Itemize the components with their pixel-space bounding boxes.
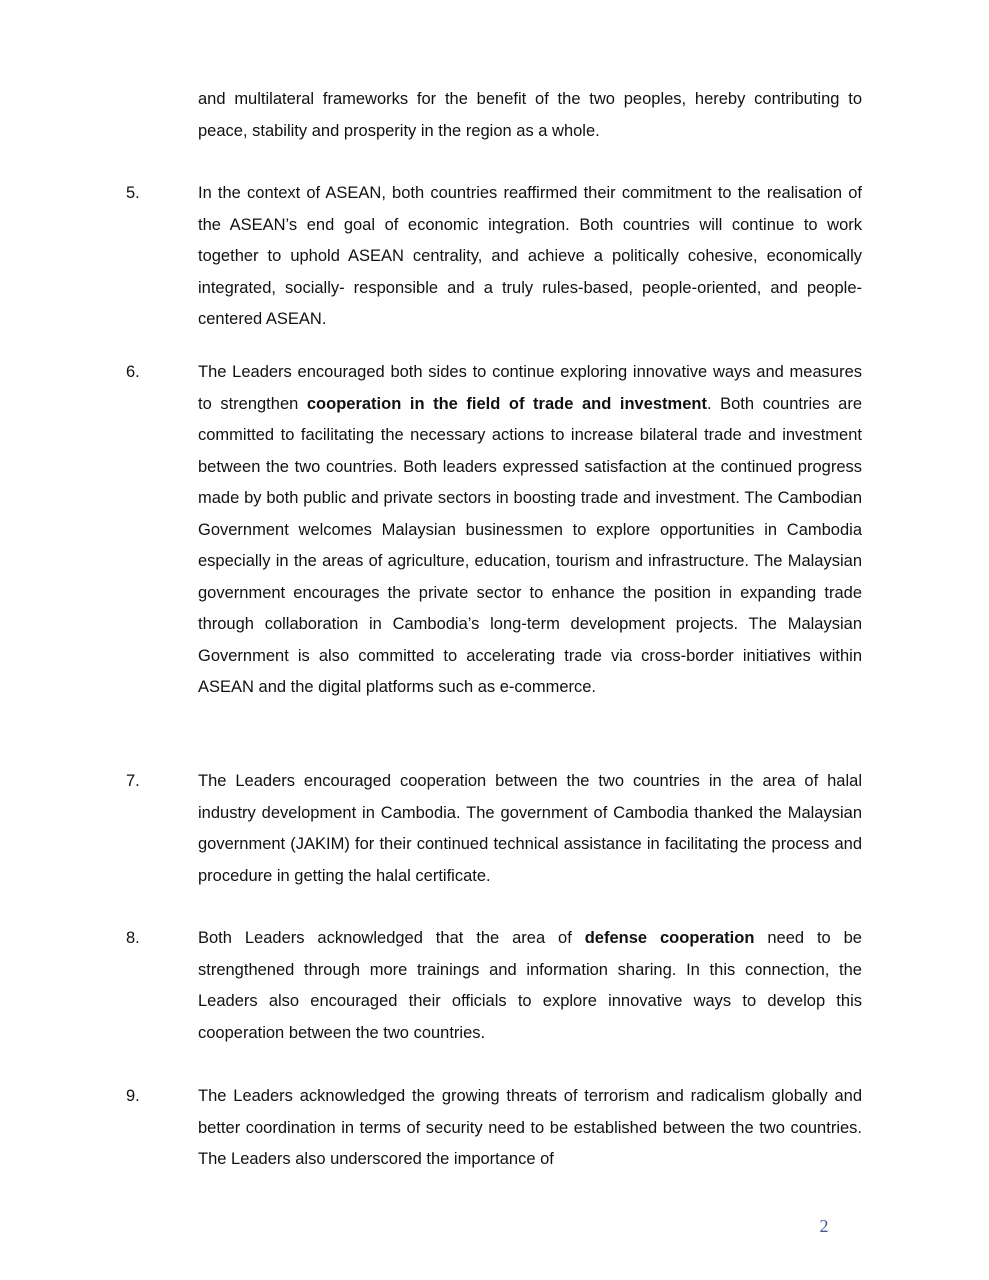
paragraph-text: The Leaders encouraged cooperation between the two countries in the area of halal industry development in Cambodia. The government of Cambodia thanked the Malaysian government (JAKIM) for their continued technical assistance in facilitating the process and procedure in getting the halal certificate. [198, 772, 862, 885]
paragraph-number: 8. [126, 929, 140, 947]
paragraph-number: 9. [126, 1087, 140, 1105]
bold-phrase: cooperation in the field of trade and investment [306, 394, 707, 413]
paragraph-text: and multilateral frameworks for the benefit of the two peoples, hereby contributing to peace, stability and prosperity in the region as a whole. [198, 90, 862, 140]
paragraph-text [198, 357, 862, 704]
paragraph-number: 6. [126, 363, 140, 381]
paragraph-text: In the context of ASEAN, both countries reaffirmed their commitment to the realisation of the ASEAN’s end goal of economic integration. Both countries will continue to work together to uphold ASEAN centrality, and achieve a politically cohesive, economically integrated, socially- responsible and a truly rules-based, people-oriented, and people-centered ASEAN. [198, 184, 862, 328]
paragraph-text [198, 923, 862, 1049]
page-number: 2 [819, 1216, 829, 1236]
paragraph-text: The Leaders acknowledged the growing threats of terrorism and radicalism globally and better coordination in terms of security need to be established between the two countries. The Leaders also underscored the importance of [198, 1087, 862, 1168]
text-segment: . Both countries are committed to facilitating the necessary actions to increase bilateral trade and investment between the two countries. Both leaders expressed satisfaction at the continued progress made by both public and private sectors in boosting trade and investment. The Cambodian Government welcomes Malaysian businessmen to explore opportunities in Cambodia especially in the areas of agriculture, education, tourism and infrastructure. The Malaysian government encourages the private sector to enhance the position in expanding trade through collaboration in Cambodia’s long-term development projects. The Malaysian Government is also committed to accelerating trade via cross-border initiatives within ASEAN and the digital platforms such as e-commerce. [198, 394, 862, 696]
text-segment: Both Leaders acknowledged that the area of [198, 929, 585, 947]
text-segment: need to be strengthened through more trainings and information sharing. In this connection, the Leaders also encouraged their officials to explore innovative ways to develop this cooperation between the two countries. [198, 929, 862, 1042]
paragraph-number: 5. [126, 184, 140, 202]
text-segment: The Leaders encouraged both sides to continue exploring innovative ways and measures to strengthen [198, 363, 862, 413]
paragraph-number: 7. [126, 772, 140, 790]
bold-phrase: defense cooperation [584, 929, 755, 947]
